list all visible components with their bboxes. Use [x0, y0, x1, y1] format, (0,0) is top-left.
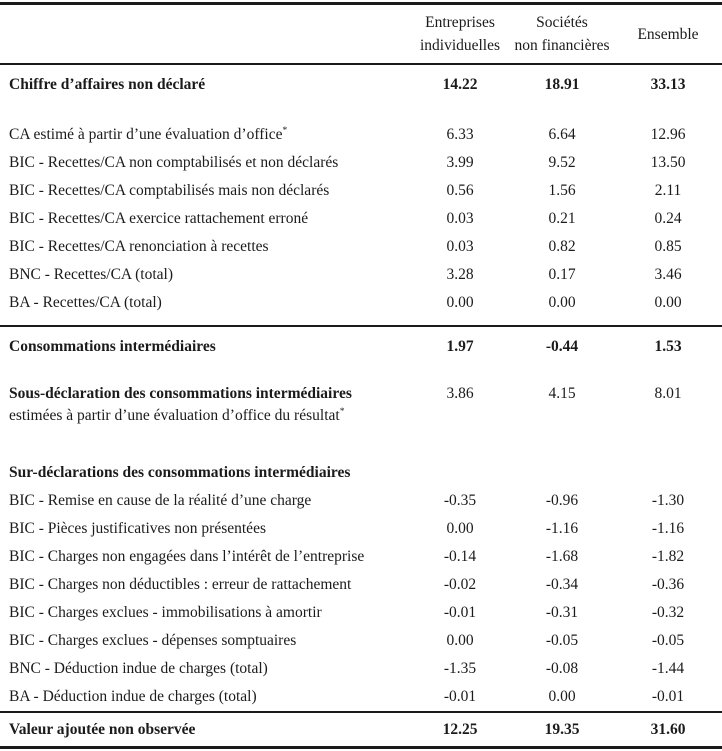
cell-value: 1.56 [548, 182, 576, 199]
cell-value: 2.11 [654, 182, 682, 199]
cell-value: -0.35 [443, 492, 477, 509]
cell-value: -0.05 [545, 632, 579, 649]
cell-value: -0.01 [443, 604, 477, 621]
row-label: BIC - Recettes/CA exercice rattachement erroné [9, 210, 309, 227]
cell-value: 0.21 [548, 210, 576, 227]
row-label: Consommations intermédiaires [9, 338, 216, 355]
cell-value: 3.99 [446, 154, 474, 171]
cell-value: 0.00 [446, 520, 474, 537]
row-label: BIC - Remise en cause de la réalité d’une charge [9, 492, 312, 509]
cell-value: -1.68 [545, 548, 579, 565]
cell-value: 0.00 [446, 294, 474, 311]
cell-value: 6.33 [446, 126, 474, 143]
table-row [0, 543, 722, 571]
row-label-line1: Sous-déclaration des consommations intermédiaires [9, 385, 352, 402]
cell-value: -1.82 [651, 548, 685, 565]
cell-value: 0.56 [446, 182, 474, 199]
cell-value: 0.00 [446, 632, 474, 649]
cell-value: 4.15 [548, 385, 576, 402]
table-row [0, 149, 722, 177]
cell-value: -0.96 [545, 492, 579, 509]
table-row [0, 121, 722, 149]
cell-value: -0.34 [545, 576, 579, 593]
cell-value: -0.14 [443, 548, 477, 565]
table-header [0, 5, 722, 63]
cell-value: 33.13 [650, 76, 686, 93]
cell-value: 14.22 [442, 76, 478, 93]
cell-value: -0.44 [545, 338, 579, 355]
row-label: BIC - Recettes/CA non comptabilisés et non déclarés [9, 154, 339, 171]
cell-value: 12.96 [650, 126, 686, 143]
table-row [0, 571, 722, 599]
row-label [0, 379, 410, 427]
cell-value: -1.35 [443, 660, 477, 677]
table-row [0, 599, 722, 627]
table-row [0, 683, 722, 711]
cell-value: -0.08 [545, 660, 579, 677]
table-row [0, 205, 722, 233]
cell-value: 3.86 [446, 385, 474, 402]
cell-value: 0.85 [654, 238, 682, 255]
table-row [0, 655, 722, 683]
cell-value: 3.46 [654, 266, 682, 283]
cell-value: -1.16 [545, 520, 579, 537]
row-label: Chiffre d’affaires non déclaré [9, 76, 206, 93]
footnote-star: * [282, 125, 288, 136]
cell-value: -0.36 [651, 576, 685, 593]
cell-value: 0.24 [654, 210, 682, 227]
cell-value: 1.97 [446, 338, 474, 355]
cell-value: -0.05 [651, 632, 685, 649]
cell-value [410, 473, 510, 474]
table-row-twoline [0, 379, 722, 431]
column-header-ensemble [614, 5, 722, 63]
row-label: Valeur ajoutée non observée [9, 720, 196, 738]
table-row [0, 487, 722, 515]
cell-value: 0.03 [446, 238, 474, 255]
row-label: BIC - Charges non déductibles : erreur de rattachement [9, 576, 352, 593]
cell-value: 1.53 [654, 338, 682, 355]
row-label: BA - Déduction indue de charges (total) [9, 688, 257, 705]
cell-value [614, 473, 722, 474]
cell-value: 0.17 [548, 266, 576, 283]
cell-value [510, 473, 614, 474]
cell-value: 13.50 [650, 154, 686, 171]
cell-value: 0.03 [446, 210, 474, 227]
cell-value: 0.00 [654, 294, 682, 311]
table-row-total [0, 713, 722, 746]
section-spacer [0, 367, 722, 379]
cell-value: 0.00 [548, 688, 576, 705]
header-empty-cell [0, 34, 410, 35]
cell-value: 19.35 [544, 720, 580, 738]
row-label: CA estimé à partir d’une évaluation d’office* [9, 125, 288, 143]
row-label: BIC - Charges exclues - dépenses somptuaires [9, 632, 297, 649]
cell-value: -1.44 [651, 660, 685, 677]
row-label: BA - Recettes/CA (total) [9, 294, 162, 311]
cell-value: -0.01 [651, 688, 685, 705]
cell-value: 0.82 [548, 238, 576, 255]
cell-value: -1.30 [651, 492, 685, 509]
row-label: BNC - Recettes/CA (total) [9, 266, 174, 283]
row-label: BIC - Pièces justificatives non présentées [9, 520, 266, 537]
row-label: BIC - Charges non engagées dans l’intérêt de l’entreprise [9, 548, 365, 565]
cell-value: 6.64 [548, 126, 576, 143]
column-header-line: Ensemble [637, 25, 699, 43]
row-label: BIC - Recettes/CA comptabilisés mais non déclarés [9, 182, 330, 199]
row-label: BIC - Charges exclues - immobilisations à amortir [9, 604, 322, 621]
column-header-societes-non-financieres [510, 5, 614, 63]
cell-value: 12.25 [442, 720, 478, 738]
row-label-line2: estimées à partir d’une évaluation d’office du résultat* [9, 406, 345, 424]
section-spacer [0, 105, 722, 121]
cell-value: 8.01 [654, 385, 682, 402]
cell-value: 9.52 [548, 154, 576, 171]
cell-value: -0.02 [443, 576, 477, 593]
column-header-line: non financières [514, 37, 610, 54]
table-row [0, 515, 722, 543]
row-label: Sur-déclarations des consommations intermédiaires [9, 464, 351, 481]
column-header-entreprises-individuelles [410, 5, 510, 63]
table-subsection-heading [0, 459, 722, 487]
column-header-line: Sociétés [536, 14, 588, 31]
footnote-star: * [339, 406, 345, 417]
table-row-total [0, 65, 722, 105]
section-spacer [0, 317, 722, 325]
table-row-total [0, 327, 722, 367]
table-bottom-rule [0, 746, 722, 749]
row-label: BNC - Déduction indue de charges (total) [9, 660, 268, 677]
cell-value: 3.28 [446, 266, 474, 283]
cell-value: 31.60 [650, 720, 686, 738]
table-row [0, 233, 722, 261]
cell-value: -0.31 [545, 604, 579, 621]
cell-value: 0.00 [548, 294, 576, 311]
table-row [0, 289, 722, 317]
row-label: BIC - Recettes/CA renonciation à recettes [9, 238, 269, 255]
cell-value: -0.32 [651, 604, 685, 621]
cell-value: 18.91 [544, 76, 580, 93]
table-row [0, 261, 722, 289]
table-row [0, 627, 722, 655]
cell-value: -0.01 [443, 688, 477, 705]
cell-value: -1.16 [651, 520, 685, 537]
column-header-line: Entreprises [425, 14, 495, 31]
column-header-line: individuelles [419, 37, 501, 54]
table-row [0, 177, 722, 205]
section-spacer [0, 431, 722, 459]
